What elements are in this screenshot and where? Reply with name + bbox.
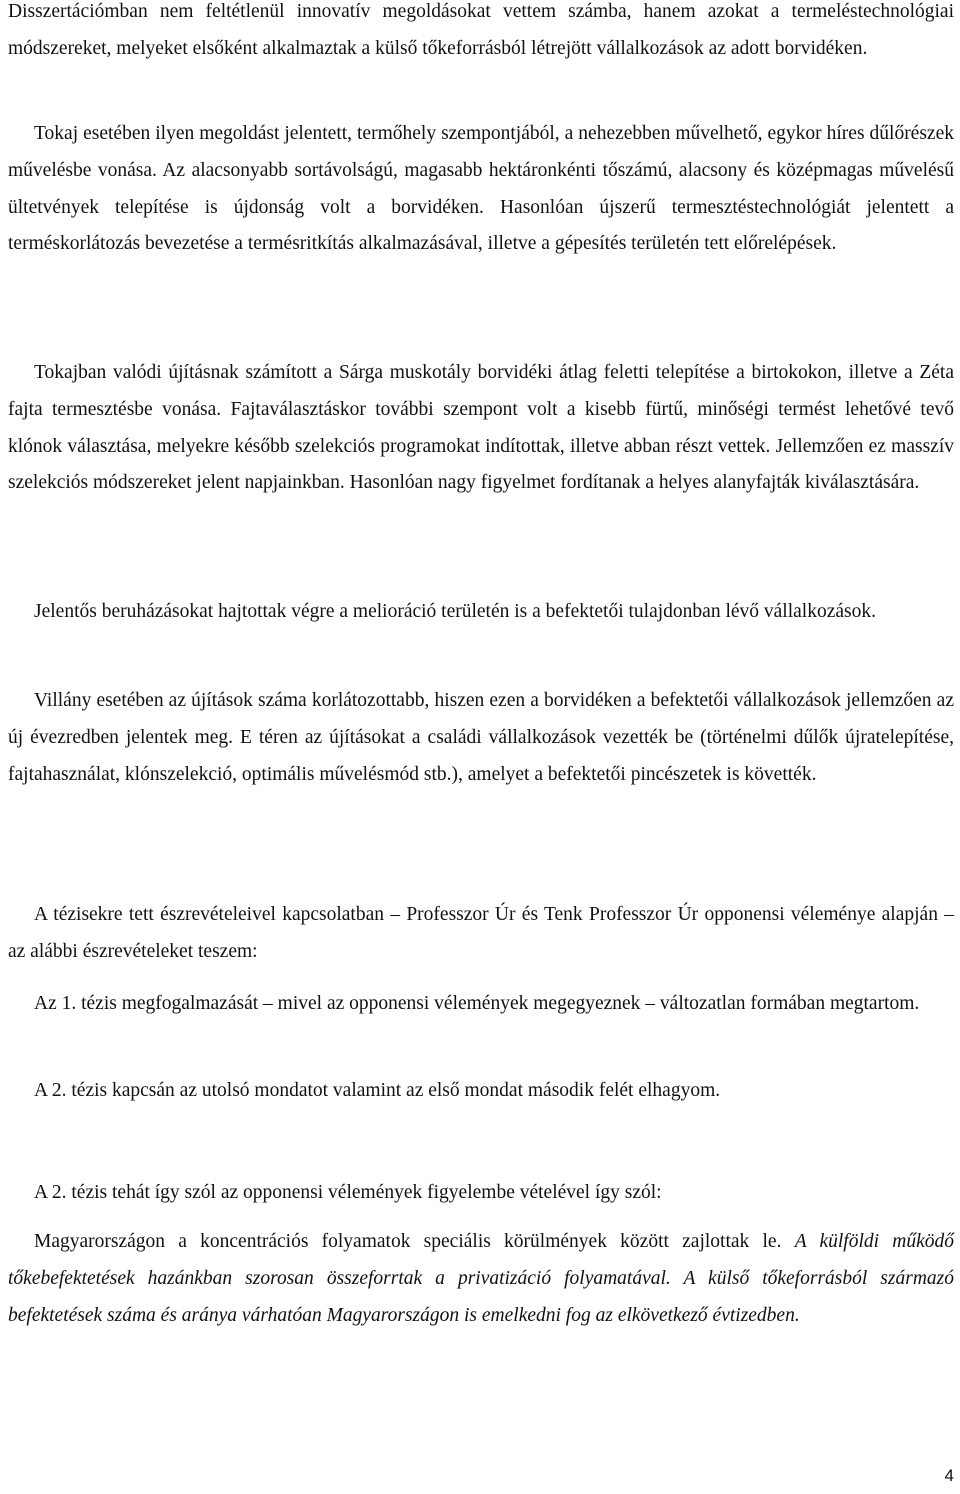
paragraph-4: Jelentős beruházásokat hajtottak végre a melioráció területén is a befektetői tulajdonban lévő vállalkozások. — [34, 601, 876, 622]
paragraph-7: Az 1. tézis megfogalmazását – mivel az opponensi vélemények megegyeznek – változatlan formában megtartom. — [34, 993, 920, 1014]
paragraph-5: Villány esetében az újítások száma korlátozottabb, hiszen ezen a borvidéken a befektetői vállalkozások jellemzően az új évezredben jelentek meg. E téren az újításokat a családi vállalkozások vezették be (történelmi dűlők újratelepítése, fajtahasználat, klónszelekció, optimális művelésmód stb.), amelyet a befektetői pincészetek is követték. — [8, 690, 954, 785]
paragraph-3: Tokajban valódi újításnak számított a Sárga muskotály borvidéki átlag feletti telepítése a birtokokon, illetve a Zéta fajta termesztésbe vonása. Fajtaválasztáskor további szempont volt a kisebb fürtű, minőségi termést lehetővé tevő klónok választása, melyekre később szelekciós programokat indítottak, illetve abban részt vettek. Jellemzően ez masszív szelekciós módszereket jelent napjainkban. Hasonlóan nagy figyelmet fordítanak a helyes alanyfajták kiválasztására. — [8, 362, 954, 494]
paragraph-10 — [8, 1224, 954, 1334]
paragraph-9: A 2. tézis tehát így szól az opponensi vélemények figyelembe vételével így szól: — [34, 1182, 662, 1203]
paragraph-6: A tézisekre tett észrevételeivel kapcsolatban – Professzor Úr és Tenk Professzor Úr opponensi véleménye alapján – az alábbi észrevételeket teszem: — [8, 904, 954, 962]
paragraph-1: Disszertációmban nem feltétlenül innovatív megoldásokat vettem számba, hanem azokat a termeléstechnológiai módszereket, melyeket elsőként alkalmaztak a külső tőkeforrásból létrejött vállalkozások az adott borvidéken. — [8, 1, 954, 59]
paragraph-2: Tokaj esetében ilyen megoldást jelentett, termőhely szempontjából, a nehezebben művelhető, egykor híres dűlőrészek művelésbe vonása. Az alacsonyabb sortávolságú, magasabb hektáronkénti tőszámú, alacsony és középmagas művelésű ültetvények telepítése is újdonság volt a borvidéken. Hasonlóan újszerű termesztéstechnológiát jelentett a terméskorlátozás bevezetése a termésritkítás alkalmazásával, illetve a gépesítés területén tett előrelépések. — [8, 123, 954, 255]
page-number: 4 — [944, 1466, 954, 1485]
thesis-text-italic: A külföldi működő tőkebefektetések hazánkban szorosan összeforrtak a privatizáció folyamatával. A külső tőkeforrásból származó befektetések száma és aránya várhatóan Magyarországon is emelkedni fog az elkövetkező évtizedben. — [8, 1231, 955, 1326]
thesis-text: Magyarországon a koncentrációs folyamatok speciális körülmények között zajlottak le. — [34, 1231, 782, 1252]
paragraph-8: A 2. tézis kapcsán az utolsó mondatot valamint az első mondat második felét elhagyom. — [34, 1080, 721, 1101]
